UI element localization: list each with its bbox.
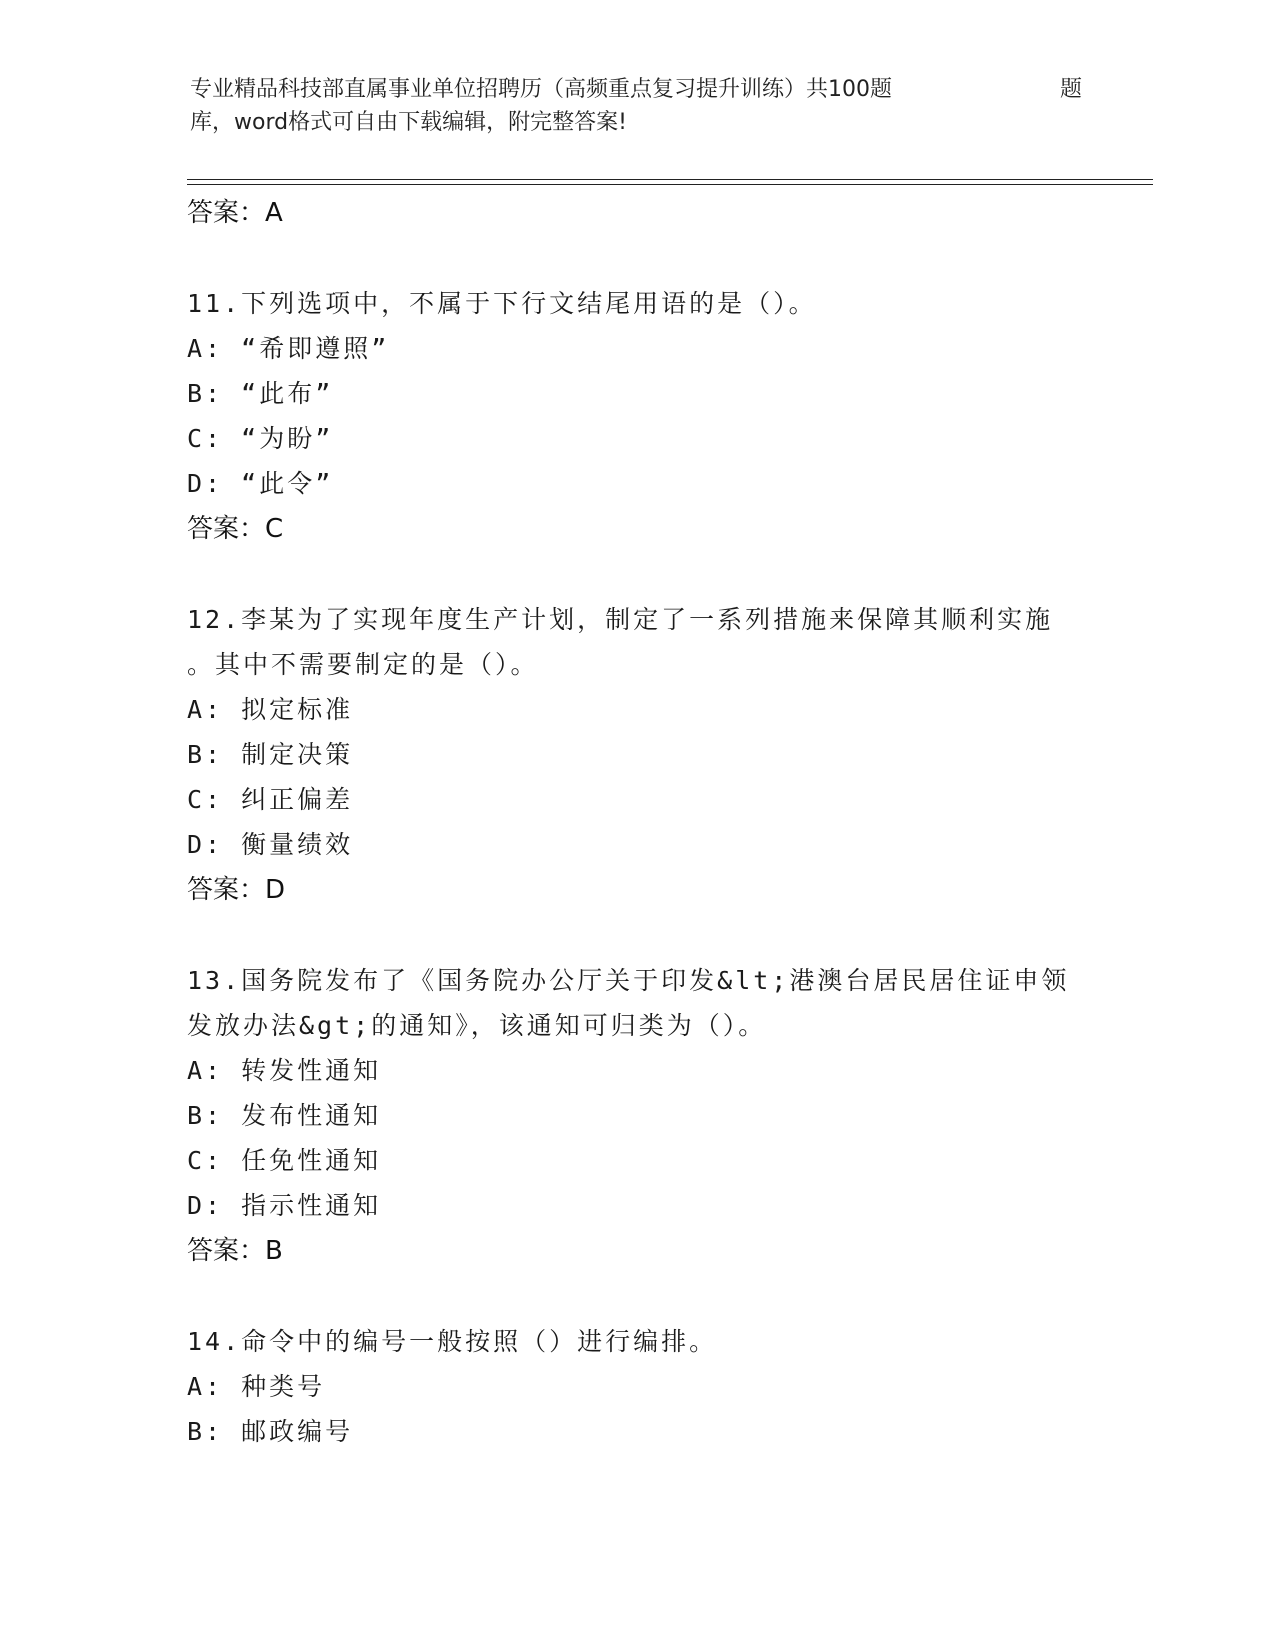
- option-d: D: 衡量绩效: [187, 830, 354, 859]
- option-b: B: 邮政编号: [187, 1417, 354, 1446]
- option-a: A: 转发性通知: [187, 1056, 382, 1085]
- option-d: D: “此令”: [187, 469, 334, 498]
- question-text: [187, 281, 1087, 326]
- question-list: [187, 190, 1087, 1454]
- question-block-12: [187, 597, 1087, 913]
- spacer: [187, 552, 1087, 597]
- header-divider-top: [187, 179, 1153, 180]
- spacer: [187, 913, 1087, 958]
- answer-line: 答案：D: [187, 875, 286, 905]
- question-block-13: [187, 958, 1087, 1274]
- header-title-text: 专业精品科技部直属事业单位招聘历（高频重点复习提升训练）共100题: [190, 77, 892, 102]
- question-text: [187, 597, 1087, 687]
- header-divider-bottom: [187, 184, 1153, 185]
- spacer: [187, 1274, 1087, 1319]
- question-block-11: [187, 281, 1087, 552]
- header-line-2: 库，word格式可自由下载编辑，附完整答案!: [190, 110, 627, 135]
- option-d: D: 指示性通知: [187, 1191, 382, 1220]
- header-title-tail: 题: [1060, 77, 1083, 102]
- page-header: [190, 73, 1090, 139]
- question-line: 11.下列选项中，不属于下行文结尾用语的是（）。: [187, 289, 817, 318]
- question-line: 12.李某为了实现年度生产计划，制定了一系列措施来保障其顺利实施: [187, 605, 1054, 634]
- answer-line: 答案：C: [187, 514, 284, 544]
- option-b: B: “此布”: [187, 379, 334, 408]
- option-c: C: 任免性通知: [187, 1146, 382, 1175]
- question-block-14: [187, 1319, 1087, 1454]
- question-line: 14.命令中的编号一般按照（）进行编排。: [187, 1327, 718, 1356]
- answer-line: 答案：B: [187, 1236, 283, 1266]
- option-a: A: 种类号: [187, 1372, 326, 1401]
- spacer: [187, 236, 1087, 281]
- answer-previous: 答案：A: [187, 198, 283, 228]
- header-line-1: [190, 73, 1090, 106]
- option-b: B: 制定决策: [187, 740, 354, 769]
- option-a: A: 拟定标准: [187, 695, 354, 724]
- option-c: C: “为盼”: [187, 424, 334, 453]
- question-line: 13.国务院发布了《国务院办公厅关于印发&lt;港澳台居民居住证申领: [187, 966, 1070, 995]
- question-text: [187, 1319, 1087, 1364]
- question-line: 发放办法&gt;的通知》，该通知可归类为（）。: [187, 1011, 767, 1040]
- question-line: 。其中不需要制定的是（）。: [187, 650, 539, 679]
- option-a: A: “希即遵照”: [187, 334, 390, 363]
- option-c: C: 纠正偏差: [187, 785, 354, 814]
- question-text: [187, 958, 1087, 1048]
- option-b: B: 发布性通知: [187, 1101, 382, 1130]
